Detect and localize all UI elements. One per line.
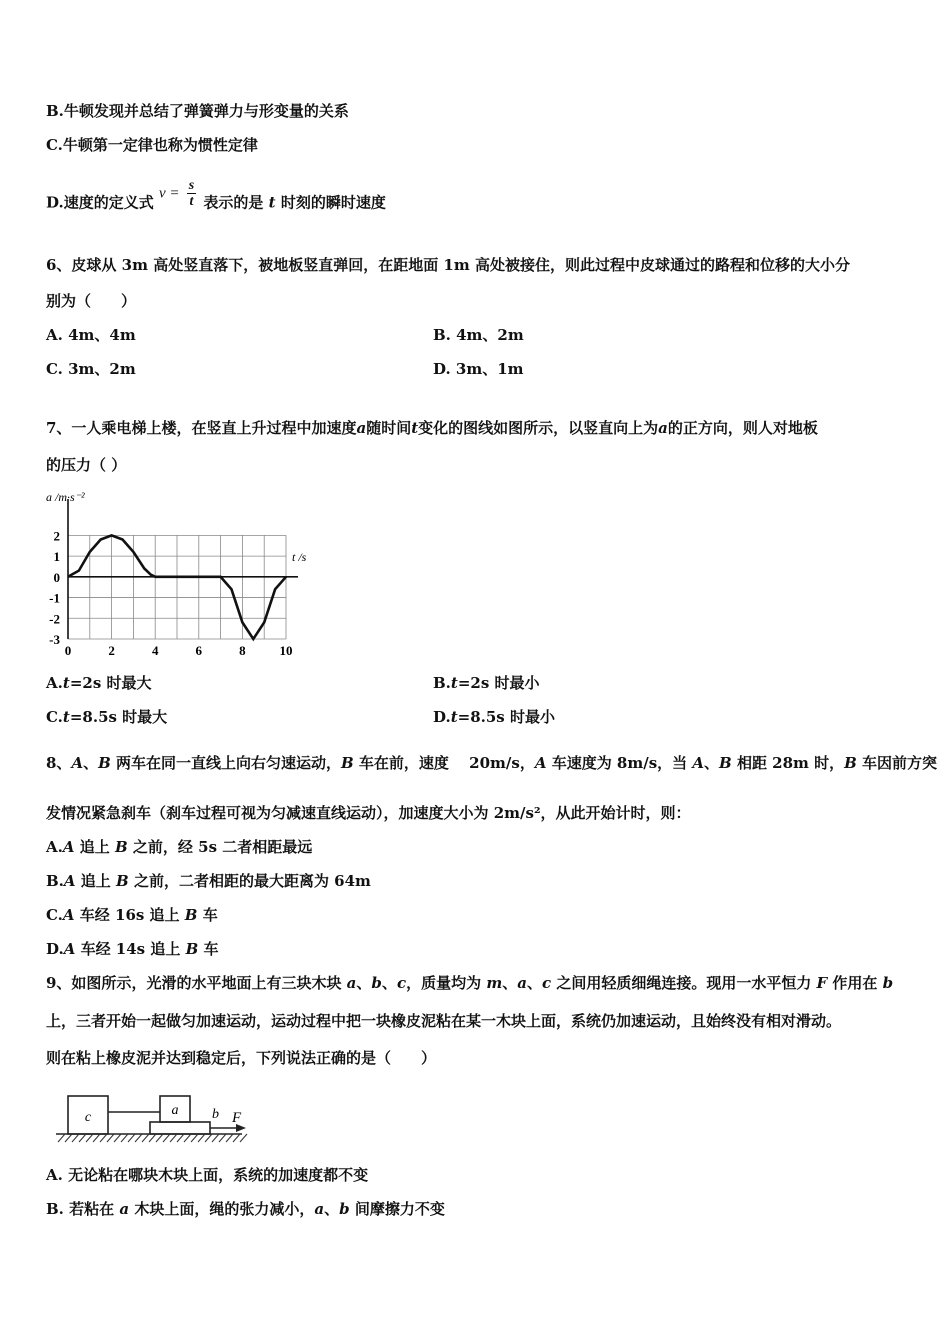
q8-option-b bbox=[46, 871, 371, 891]
q7-text-c: 变化的图线如图所示，以竖直向上为 bbox=[418, 419, 659, 437]
option-var: A bbox=[63, 940, 76, 958]
x-tick-label: 0 bbox=[64, 643, 72, 658]
stem-var: B bbox=[719, 754, 732, 772]
force-label: F bbox=[232, 1110, 242, 1126]
q7-stem-line2: 的压力（ ） bbox=[46, 456, 127, 474]
hatch-line bbox=[86, 1134, 93, 1142]
stem-var: B bbox=[341, 754, 354, 772]
hatch-line bbox=[142, 1134, 149, 1142]
x-tick-label: 4 bbox=[151, 643, 159, 658]
option-text: 车经 14s 追上 bbox=[80, 940, 181, 958]
stem-text: 、 bbox=[83, 754, 99, 772]
option-letter: A. bbox=[46, 674, 63, 692]
hatch-line bbox=[79, 1134, 86, 1142]
option-var: t bbox=[450, 708, 458, 726]
option-letter: B. bbox=[46, 872, 64, 890]
q5-option-d-var: t bbox=[268, 193, 276, 212]
stem-var: m bbox=[486, 974, 503, 992]
ground-hatch bbox=[58, 1134, 247, 1142]
hatch-line bbox=[156, 1134, 163, 1142]
option-text: 车 bbox=[203, 940, 219, 958]
formula-fraction bbox=[187, 178, 196, 209]
q5-option-d bbox=[46, 178, 386, 219]
q7-var-t: t bbox=[411, 419, 419, 437]
stem-text: 两车在同一直线上向右匀速运动， bbox=[110, 754, 342, 772]
option-var: B bbox=[185, 940, 199, 958]
hatch-line bbox=[114, 1134, 121, 1142]
stem-var: B bbox=[98, 754, 111, 772]
stem-var: a bbox=[517, 974, 527, 992]
block-b-label: b bbox=[212, 1107, 219, 1122]
stem-text: 8、 bbox=[46, 754, 72, 772]
option-text: 追上 bbox=[80, 872, 111, 890]
option-text: =8.5s 时最小 bbox=[457, 708, 555, 726]
stem-text: 车在前，速度 20m/s， bbox=[353, 754, 535, 772]
stem-text: 作用在 bbox=[827, 974, 883, 992]
stem-text: 车速度为 8m/s，当 bbox=[546, 754, 693, 772]
option-text: B. 若粘在 bbox=[46, 1200, 115, 1218]
stem-text: 相距 28m 时， bbox=[731, 754, 845, 772]
q9-option-a: A. 无论粘在哪块木块上面，系统的加速度都不变 bbox=[46, 1166, 369, 1184]
option-text: =2s 时最大 bbox=[69, 674, 152, 692]
option-var: t bbox=[450, 674, 458, 692]
q8-option-a bbox=[46, 837, 312, 857]
option-var: B bbox=[116, 872, 129, 890]
stem-var: F bbox=[816, 974, 828, 992]
q7-text-b: 随时间 bbox=[366, 419, 412, 437]
option-var: B bbox=[184, 906, 198, 924]
q7-text-d: 的正方向，则人对地板 bbox=[667, 419, 818, 437]
hatch-line bbox=[226, 1134, 233, 1142]
y-tick-label: 0 bbox=[53, 569, 60, 585]
q6-stem-line1: 6、皮球从 3m 高处竖直落下，被地板竖直弹回，在距地面 1m 高处被接住，则此过程中皮球通过的路程和位移的大小分 bbox=[46, 256, 850, 274]
hatch-line bbox=[212, 1134, 219, 1142]
hatch-line bbox=[149, 1134, 156, 1142]
option-text: 之前，经 5s 二者相距最远 bbox=[132, 838, 313, 856]
q9-option-b bbox=[46, 1199, 445, 1219]
hatch-line bbox=[100, 1134, 107, 1142]
q6-option-a: A. 4m、4m bbox=[46, 326, 136, 344]
q9-stem-line3: 则在粘上橡皮泥并达到稳定后，下列说法正确的是（ ） bbox=[46, 1049, 437, 1067]
q7-option-d bbox=[433, 707, 555, 727]
hatch-line bbox=[93, 1134, 100, 1142]
option-letter: D. bbox=[46, 940, 64, 958]
stem-text: 、 bbox=[502, 974, 518, 992]
hatch-line bbox=[58, 1134, 65, 1142]
option-letter: A. bbox=[46, 838, 63, 856]
stem-var: A bbox=[692, 754, 705, 772]
option-text: 、 bbox=[324, 1200, 340, 1218]
y-tick-label: -3 bbox=[49, 632, 60, 647]
q8-option-d bbox=[46, 939, 219, 959]
q8-stem-line1 bbox=[46, 753, 937, 773]
option-text: 追上 bbox=[79, 838, 110, 856]
option-letter: C. bbox=[46, 708, 63, 726]
formula-lhs: v = bbox=[158, 185, 180, 202]
option-text: 车 bbox=[202, 906, 218, 924]
x-axis-label: t /s bbox=[292, 550, 307, 564]
hatch-line bbox=[205, 1134, 212, 1142]
hatch-line bbox=[65, 1134, 72, 1142]
stem-text: 、 bbox=[526, 974, 542, 992]
hatch-line bbox=[240, 1134, 247, 1142]
option-letter: B. bbox=[433, 674, 451, 692]
y-tick-label: -1 bbox=[49, 590, 60, 606]
hatch-line bbox=[219, 1134, 226, 1142]
q7-stem-line1 bbox=[46, 418, 818, 438]
stem-var: B bbox=[844, 754, 857, 772]
hatch-line bbox=[198, 1134, 205, 1142]
block-a-label: a bbox=[171, 1103, 179, 1118]
q9-stem-line1 bbox=[46, 973, 893, 993]
option-var: B bbox=[115, 838, 128, 856]
q5-option-d-prefix: D.速度的定义式 bbox=[46, 193, 154, 212]
x-tick-label: 2 bbox=[108, 643, 115, 658]
hatch-line bbox=[177, 1134, 184, 1142]
option-letter: C. bbox=[46, 906, 63, 924]
stem-text: ，质量均为 bbox=[406, 974, 487, 992]
acceleration-time-chart bbox=[40, 485, 320, 663]
option-var: t bbox=[62, 708, 70, 726]
option-var: A bbox=[62, 906, 75, 924]
hatch-line bbox=[121, 1134, 128, 1142]
q8-option-c bbox=[46, 905, 218, 925]
stem-text: 9、如图所示，光滑的水平地面上有三块木块 bbox=[46, 974, 347, 992]
option-text: 间摩擦力不变 bbox=[354, 1200, 445, 1218]
q6-option-d: D. 3m、1m bbox=[433, 360, 524, 378]
q7-option-b bbox=[433, 673, 540, 693]
option-text: 车经 16s 追上 bbox=[79, 906, 180, 924]
stem-var: c bbox=[541, 974, 552, 992]
q8-stem-line2: 发情况紧急刹车（刹车过程可视为匀减速直线运动），加速度大小为 2m/s²，从此开始计时，则： bbox=[46, 804, 691, 822]
hatch-line bbox=[107, 1134, 114, 1142]
q5-option-c: C.牛顿第一定律也称为惯性定律 bbox=[46, 136, 258, 154]
hatch-line bbox=[233, 1134, 240, 1142]
q7-option-a bbox=[46, 673, 152, 693]
q5-option-b: B.牛顿发现并总结了弹簧弹力与形变量的关系 bbox=[46, 102, 349, 120]
option-text: =8.5s 时最大 bbox=[69, 708, 168, 726]
option-text: 之前，二者相距的最大距离为 64m bbox=[133, 872, 371, 890]
blocks-diagram bbox=[50, 1090, 260, 1146]
option-var: a bbox=[119, 1200, 130, 1218]
stem-text: 、 bbox=[381, 974, 397, 992]
stem-text: 之间用轻质细绳连接。现用一水平恒力 bbox=[551, 974, 817, 992]
hatch-line bbox=[191, 1134, 198, 1142]
q6-option-b: B. 4m、2m bbox=[433, 326, 524, 344]
formula-numerator: s bbox=[188, 178, 195, 193]
option-var: t bbox=[62, 674, 70, 692]
stem-var: b bbox=[371, 974, 382, 992]
stem-text: 、 bbox=[356, 974, 372, 992]
stem-text: 车因前方突 bbox=[856, 754, 938, 772]
q7-option-c bbox=[46, 707, 167, 727]
hatch-line bbox=[170, 1134, 177, 1142]
option-var: b bbox=[339, 1200, 350, 1218]
stem-var: b bbox=[882, 974, 894, 992]
x-tick-label: 6 bbox=[195, 643, 203, 658]
option-var: a bbox=[314, 1200, 325, 1218]
y-tick-label: 2 bbox=[53, 528, 60, 544]
chart-ticks bbox=[49, 528, 292, 658]
stem-var: c bbox=[396, 974, 407, 992]
q5-option-d-text2: 时刻的瞬时速度 bbox=[280, 193, 386, 212]
block-b bbox=[150, 1122, 210, 1134]
hatch-line bbox=[163, 1134, 170, 1142]
option-text: 木块上面，绳的张力减小， bbox=[134, 1200, 315, 1218]
q7-var-a2: a bbox=[658, 419, 668, 437]
stem-var: A bbox=[534, 754, 547, 772]
y-tick-label: 1 bbox=[53, 549, 60, 565]
stem-var: a bbox=[346, 974, 357, 992]
q9-stem-line2: 上，三者开始一起做匀加速运动，运动过程中把一块橡皮泥粘在某一木块上面，系统仍加速运动，且始终没有相对滑动。 bbox=[46, 1012, 842, 1030]
chart-grid bbox=[68, 535, 286, 639]
hatch-line bbox=[184, 1134, 191, 1142]
option-var: A bbox=[62, 838, 75, 856]
x-tick-label: 10 bbox=[279, 643, 293, 658]
block-c-label: c bbox=[84, 1110, 92, 1125]
q6-option-c: C. 3m、2m bbox=[46, 360, 136, 378]
x-tick-label: 8 bbox=[239, 643, 246, 658]
q7-text-a: 7、一人乘电梯上楼，在竖直上升过程中加速度 bbox=[46, 419, 357, 437]
hatch-line bbox=[72, 1134, 79, 1142]
formula-denominator: t bbox=[189, 194, 194, 209]
q6-stem-line2: 别为（ ） bbox=[46, 292, 137, 310]
option-letter: D. bbox=[433, 708, 451, 726]
stem-var: A bbox=[71, 754, 84, 772]
option-var: A bbox=[63, 872, 76, 890]
option-text: =2s 时最小 bbox=[457, 674, 540, 692]
hatch-line bbox=[128, 1134, 135, 1142]
q5-option-d-text1: 表示的是 bbox=[203, 193, 264, 212]
q7-var-a: a bbox=[356, 419, 367, 437]
y-tick-label: -2 bbox=[49, 611, 60, 627]
stem-text: 、 bbox=[704, 754, 720, 772]
y-axis-label: a /m·s⁻² bbox=[46, 490, 85, 504]
hatch-line bbox=[135, 1134, 142, 1142]
